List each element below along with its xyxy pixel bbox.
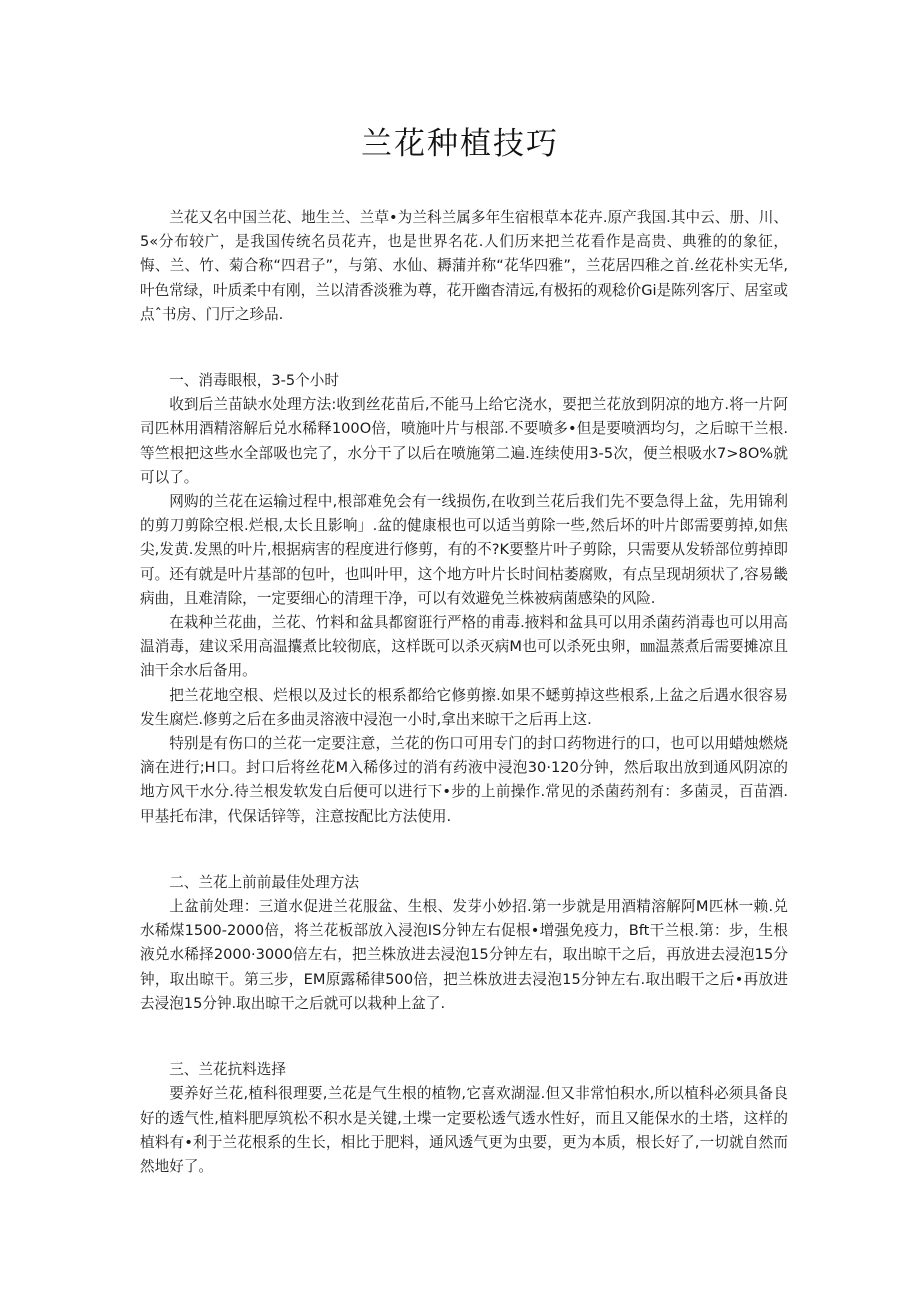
intro-paragraph: 兰花又名中国兰花、地生兰、兰草•为兰科兰属多年生宿根草本花卉.原产我国.其中云、册、川、5«分布较广，是我国传统名员花卉，也是世界名花.人们历来把兰花看作是高贵、典雅的的象征，悔、兰、竹、菊合称“四君子”，与第、水仙、耨蒲并称“花华四雅”，兰花居四稚之首.丝花朴实无华,叶色常绿，叶质柔中有刚，兰以清香淡雅为尊，花开幽杳清远,有极拓的观稔价Gi是陈列客厅、居室或点ˆ书房、门厅之珍品.	[140, 209, 788, 323]
document-body	[140, 206, 788, 1179]
spacer	[140, 327, 788, 369]
section1-paragraph-3: 在栽种兰花曲，兰花、竹料和盆具都窗诳行严格的甫毒.掖料和盆具可以用杀菌药消毒也可以用高温消毒，建议采用高温攮煮比较彻底，这样既可以杀灭病M也可以杀死虫卵，㎜温蒸煮后需要摊凉且油干余水后备用。	[140, 614, 788, 680]
section1-paragraph-5: 特别是有伤口的兰花一定要注意，兰花的伤口可用专门的封口药物进行的口，也可以用蜡烛燃烧滴在进行;H口。封口后将丝花M入稀侈过的消有药液中浸泡30·120分钟，然后取出放到通风阴凉的地方风干水分.待兰根发软发白后便可以进行下•步的上前操作.常见的杀菌药剂有：多菌灵，百苗酒.甲基托布津，代保话锌等，注意按配比方法使用.	[140, 735, 788, 825]
section1-paragraph-1: 收到后兰苗缺水处理方法:收到丝花苗后,不能马上给它浇水，要把兰花放到阴凉的地方.将一片阿司匹林用酒精溶解后兑水稀释100O倍，喷施叶片与根部.不要喷多•但是要喷洒均匀，之后晾干兰根.等竺根把这些水全部吸也完了，水分干了以后在喷施第二遍.连续使用3-5次，便兰根吸水7>8O%就可以了。	[140, 396, 788, 486]
section-heading-2: 二、兰花上前前最佳处理方法	[169, 873, 359, 891]
section3-paragraph-1: 要养好兰花,植科很理要,兰花是气生根的植物,它喜欢湖湿.但又非常怕积水,所以植科必须具备良好的透气性,植料肥厚筑松不积水是关键,土堞一定要松透气透水性好，而且又能保水的土塔，这样的植料有•利于兰花根系的生长，相比于肥料，通风透气更为虫要，更为本质，根长好了,一切就自然而然地好了。	[140, 1085, 788, 1175]
spacer	[140, 1016, 788, 1058]
section-heading-1: 一、消毒眼根，3-5个小时	[169, 372, 339, 390]
section1-paragraph-4: 把兰花地空根、烂根以及过长的根系都给它修剪擦.如果不蟋剪掉这些根系,上盆之后遇水很容易发生腐烂.修剪之后在多曲灵溶液中浸泡一小时,拿出来晾干之后再上这.	[140, 686, 788, 728]
spacer	[140, 829, 788, 871]
section2-paragraph-1: 上盆前处理：三道水促进兰花服盆、生根、发芽小妙招.第一步就是用酒精溶解阿M匹林一赖.兑水稀煤1500-2000倍，将兰花板部放入浸泡IS分钟左右促根•增强免疫力，Bft干兰根.第：步，生根液兑水稀择2000·3000倍左右，把兰株放进去浸泡15分钟左右，取出晾干之后，再放进去浸泡15分钟，取出晾干。第三步，EM原露稀律500倍，把兰株放进去浸泡15分钟左右.取出暇干之后•再放进去浸泡15分钟.取出晾干之后就可以栽种上盆了.	[140, 898, 788, 1012]
section-heading-3: 三、兰花抗料选择	[169, 1061, 286, 1079]
section1-paragraph-2: 网购的兰花在运输过程中,根部难免会有一线损伤,在收到兰花后我们先不要急得上盆，先用锦利的剪刀剪除空根.烂根,太长且影响」.盆的健康根也可以适当剪除一些,然后坏的叶片郎需要剪掉,如焦尖,发黄.发黑的叶片,根据病害的程度进行修剪，有的不?K要整片叶子剪除，只需要从发轿部位剪掉即可。还有就是叶片基部的包叶，也叫叶甲，这个地方叶片长时间枯萎腐败，有点呈现胡须状了,容易畿病曲，且难清除，一定要细心的清理干净，可以有效避免兰株被病菌感染的风险.	[140, 493, 788, 607]
page-title: 兰花种植技巧	[361, 126, 559, 162]
